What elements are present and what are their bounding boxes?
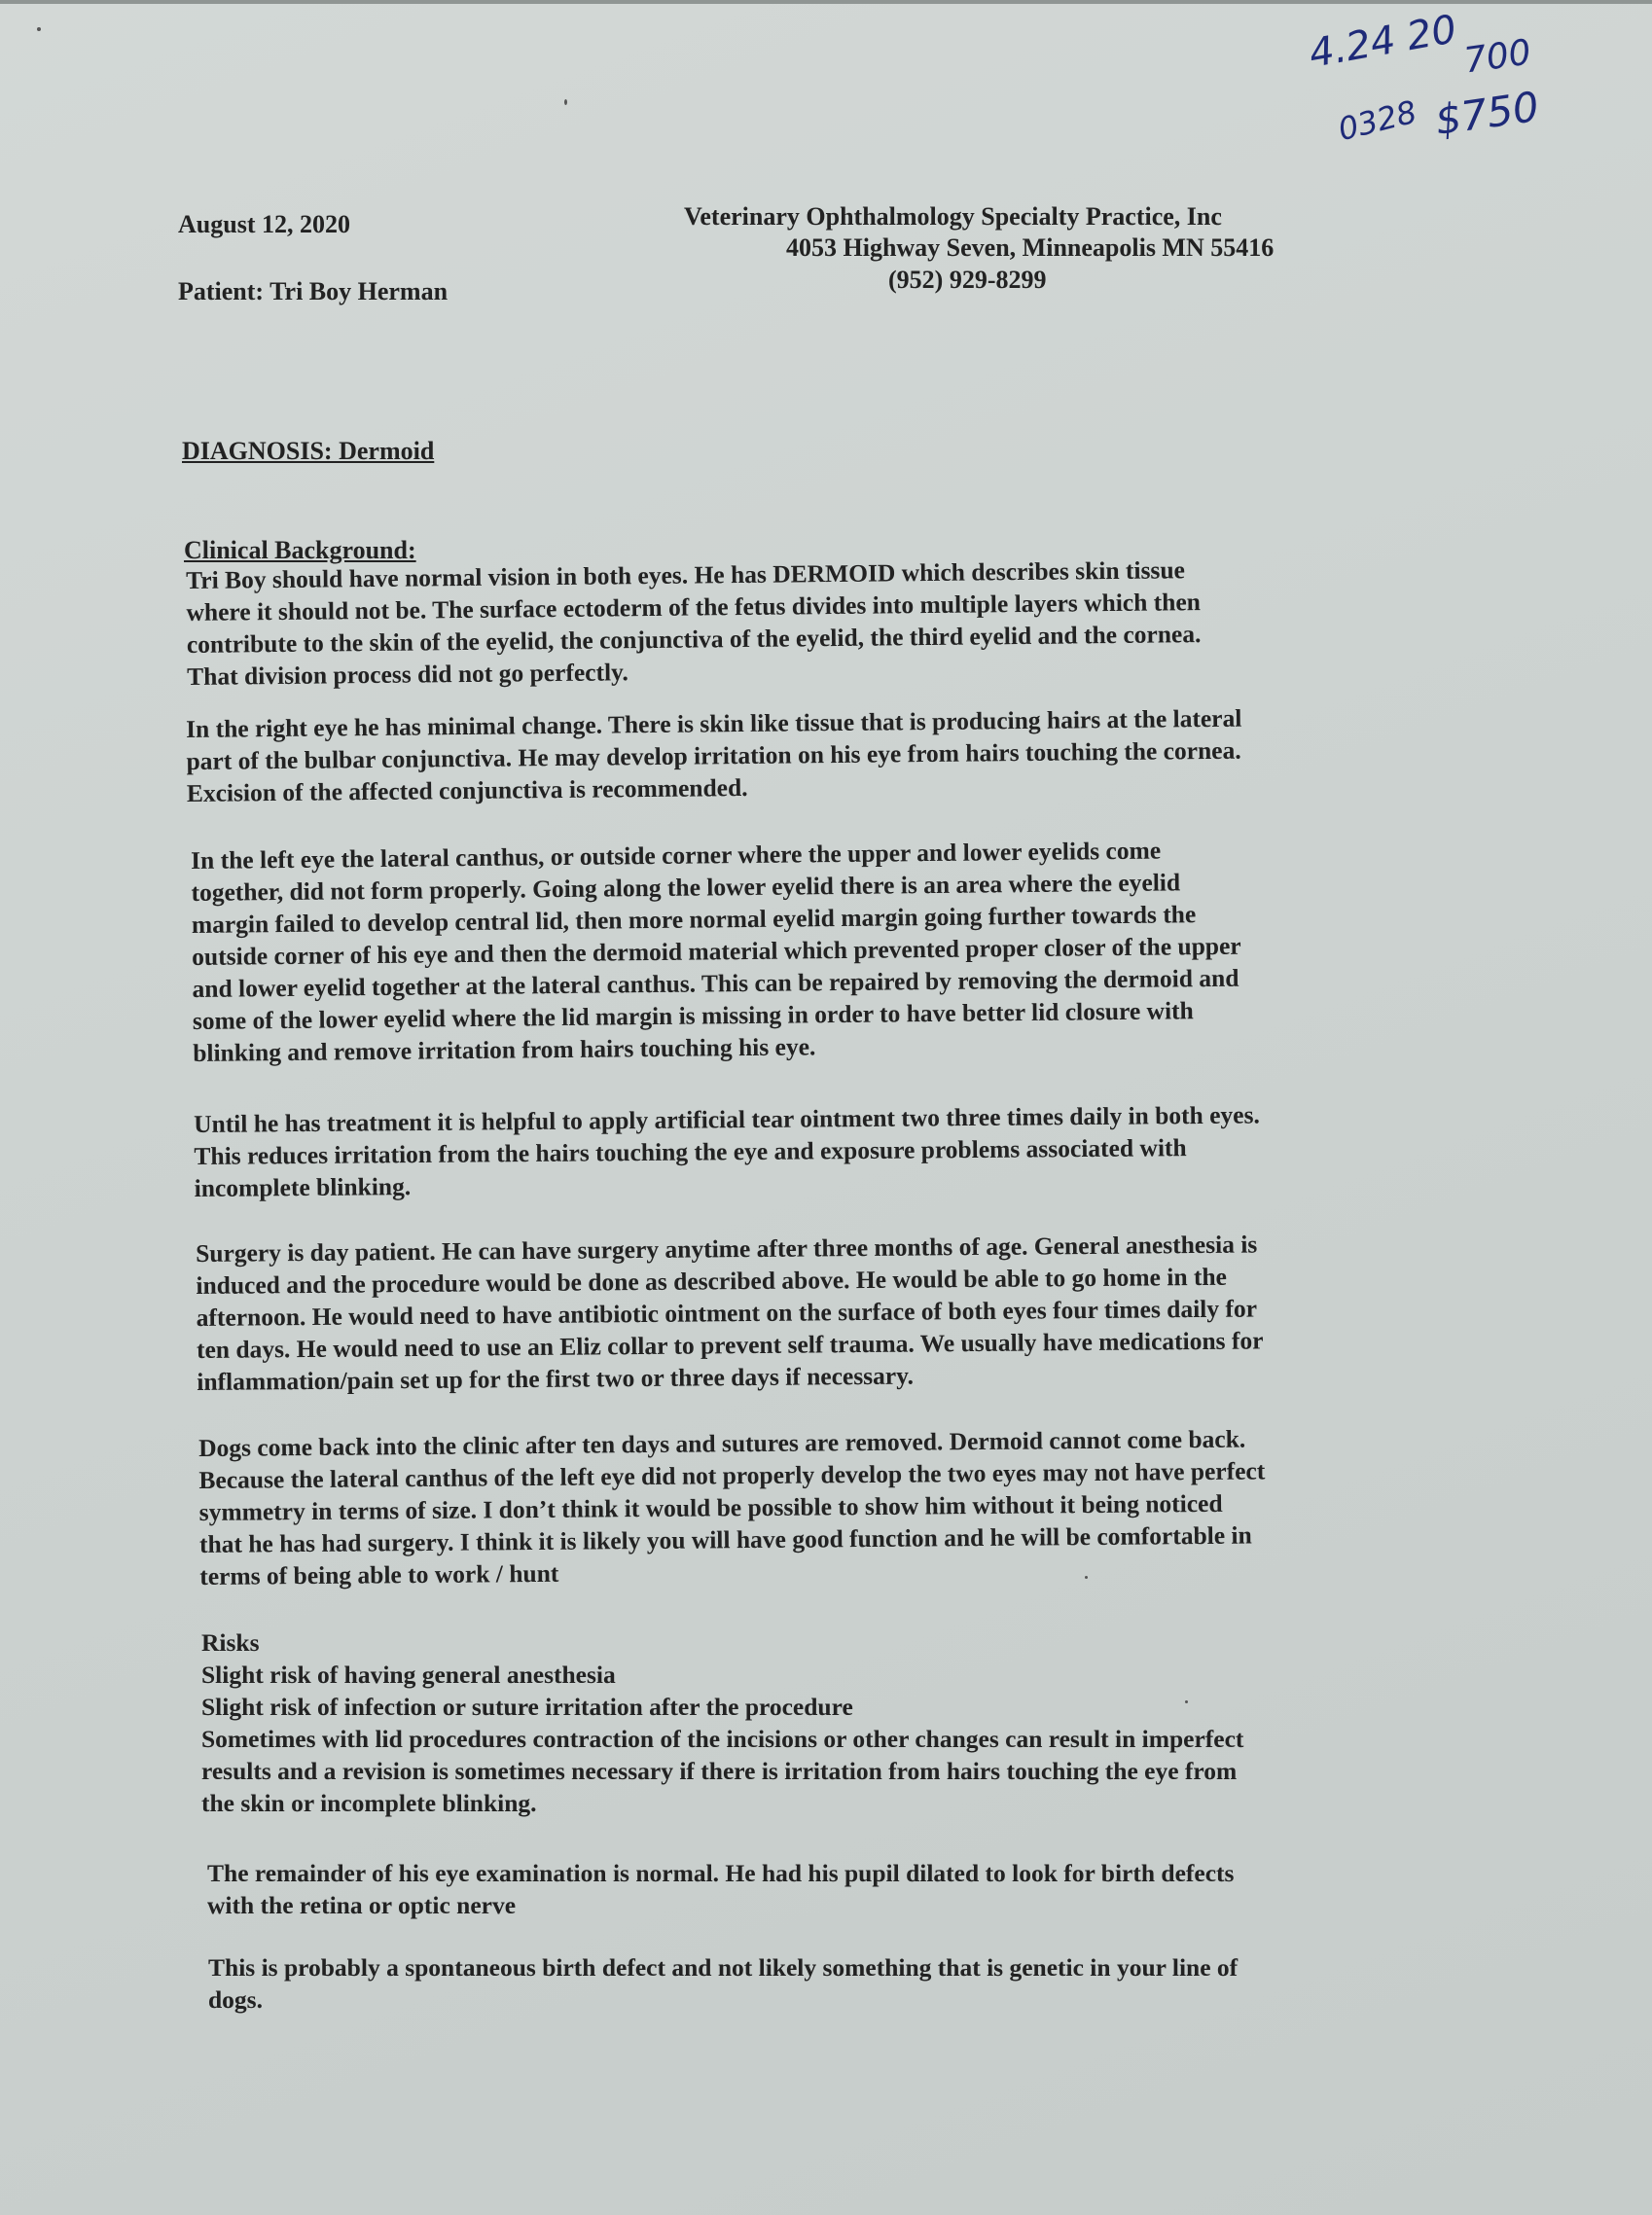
patient-name: Patient: Tri Boy Herman xyxy=(178,277,449,305)
text-line: Excision of the affected conjunctiva is recommended. xyxy=(186,772,748,807)
text-line: terms of being able to work / hunt xyxy=(199,1558,559,1590)
text-line: that he has had surgery. I think it is likely you will have good function and he will be comfortable in xyxy=(198,1520,1252,1558)
handwritten-note: 0328 xyxy=(1334,92,1420,149)
text-line: some of the lower eyelid where the lid margin is missing in order to have better lid closure with xyxy=(192,996,1194,1035)
text-line: induced and the procedure would be done as described above. He would be able to go home in the xyxy=(196,1262,1228,1300)
paragraph-right-eye xyxy=(186,702,1242,809)
text-line: together, did not form properly. Going along the lower eyelid there is an area where the eyelid xyxy=(191,868,1181,907)
text-line: blinking and remove irritation from hairs touching his eye. xyxy=(193,1032,816,1067)
text-line: the skin or incomplete blinking. xyxy=(201,1789,537,1817)
text-line: and lower eyelid together at the lateral canthus. This can be repaired by removing the dermoid and xyxy=(192,963,1239,1003)
paragraph-surgery xyxy=(196,1228,1264,1398)
text-line: part of the bulbar conjunctiva. He may develop irritation on his eye from hairs touching the cornea. xyxy=(186,735,1241,775)
paper-speck xyxy=(564,99,567,105)
paragraph-background xyxy=(186,554,1202,693)
paper-speck xyxy=(1085,1576,1088,1579)
text-line: contribute to the skin of the eyelid, the conjunctiva of the eyelid, the third eyelid and the cornea. xyxy=(186,620,1202,659)
text-line: This reduces irritation from the hairs touching the eye and exposure problems associated with xyxy=(194,1133,1187,1170)
text-line: Dogs come back into the clinic after ten days and sutures are removed. Dermoid cannot come back. xyxy=(198,1424,1246,1462)
text-line: In the right eye he has minimal change. There is skin like tissue that is producing hairs at the lateral xyxy=(186,703,1242,743)
text-line: symmetry in terms of size. I don’t think it would be possible to show him without it being noticed xyxy=(198,1488,1223,1526)
clinical-background-heading: Clinical Background: xyxy=(184,536,416,564)
handwritten-note: 4.24 20 xyxy=(1306,7,1460,77)
paragraph-risks xyxy=(201,1626,1243,1819)
text-line: Surgery is day patient. He can have surgery anytime after three months of age. General anesthesia is xyxy=(196,1230,1258,1268)
letter-date: August 12, 2020 xyxy=(178,210,350,238)
text-line: dogs. xyxy=(208,1985,263,2014)
text-line: Because the lateral canthus of the left eye did not properly develop the two eyes may not have perfect xyxy=(198,1456,1266,1494)
practice-address: 4053 Highway Seven, Minneapolis MN 55416 xyxy=(786,233,1275,262)
paragraph-left-eye xyxy=(191,834,1242,1069)
text-line: Risks xyxy=(201,1628,260,1657)
diagnosis-heading: DIAGNOSIS: Dermoid xyxy=(182,437,435,465)
text-line: This is probably a spontaneous birth defect and not likely something that is genetic in your line of xyxy=(208,1953,1239,1982)
text-line: Sometimes with lid procedures contraction of the incisions or other changes can result in imperfect xyxy=(201,1725,1244,1753)
text-line: inflammation/pain set up for the first two or three days if necessary. xyxy=(197,1361,915,1396)
text-line: where it should not be. The surface ectoderm of the fetus divides into multiple layers which then xyxy=(186,588,1202,626)
text-line: Slight risk of infection or suture irritation after the procedure xyxy=(201,1693,853,1721)
text-line: In the left eye the lateral canthus, or outside corner where the upper and lower eyelids come xyxy=(191,836,1162,875)
paragraph-exam-normal xyxy=(207,1857,1234,1921)
handwritten-note: $750 xyxy=(1432,82,1542,145)
text-line: Tri Boy should have normal vision in both eyes. He has DERMOID which describes skin tissue xyxy=(186,555,1186,594)
text-line: outside corner of his eye and then the dermoid material which prevented proper closer of the upper xyxy=(192,931,1241,971)
text-line: ten days. He would need to use an Eliz collar to prevent self trauma. We usually have medications for xyxy=(196,1326,1264,1364)
text-line: Slight risk of having general anesthesia xyxy=(201,1661,616,1689)
paper-speck xyxy=(37,27,41,31)
text-line: margin failed to develop central lid, then more normal eyelid margin going further towards the xyxy=(191,900,1197,939)
practice-phone: (952) 929-8299 xyxy=(888,266,1047,294)
text-line: The remainder of his eye examination is normal. He had his pupil dilated to look for birth defects xyxy=(207,1859,1235,1887)
text-line: results and a revision is sometimes necessary if there is irritation from hairs touching the eye from xyxy=(201,1757,1238,1785)
paper-speck xyxy=(1185,1700,1188,1703)
handwritten-note: 700 xyxy=(1461,32,1534,82)
text-line: with the retina or optic nerve xyxy=(207,1891,517,1919)
page-top-edge xyxy=(0,0,1652,4)
text-line: incomplete blinking. xyxy=(194,1172,412,1202)
text-line: afternoon. He would need to have antibiotic ointment on the surface of both eyes four times daily for xyxy=(196,1294,1258,1332)
paragraph-treatment xyxy=(194,1098,1261,1204)
paragraph-genetics xyxy=(208,1951,1238,2016)
practice-name: Veterinary Ophthalmology Specialty Practice, Inc xyxy=(684,202,1222,231)
text-line: Until he has treatment it is helpful to apply artificial tear ointment two three times daily in both eyes. xyxy=(194,1100,1260,1138)
paragraph-follow-up xyxy=(198,1422,1266,1592)
text-line: That division process did not go perfectly. xyxy=(187,658,628,691)
